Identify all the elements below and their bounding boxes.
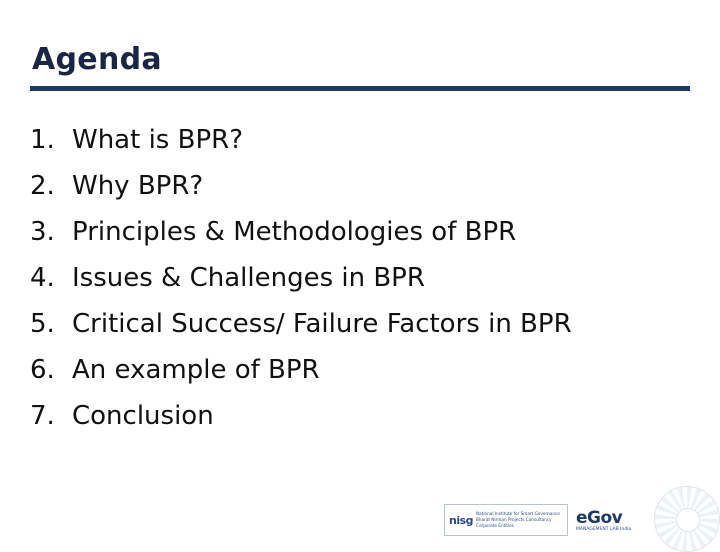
list-item <box>30 125 690 171</box>
list-item <box>30 355 690 401</box>
list-item-label: Principles & Methodologies of BPR <box>72 217 517 247</box>
page-title: Agenda <box>32 42 162 77</box>
list-item-number: 7. <box>30 401 55 431</box>
list-item-label: An example of BPR <box>72 355 320 385</box>
list-item-number: 3. <box>30 217 55 247</box>
list-item-label: Issues & Challenges in BPR <box>72 263 425 293</box>
list-item-label: Why BPR? <box>72 171 204 201</box>
agenda-list <box>30 125 690 447</box>
nisg-logo-caption: National Institute for Smart Governance Bharat Nirman Projects Consultancy Corporate Entities <box>476 511 560 528</box>
nisg-logo-mark: nisg <box>449 513 474 527</box>
list-item-number: 4. <box>30 263 55 293</box>
list-item <box>30 171 690 217</box>
title-divider <box>30 86 690 91</box>
list-item-label: Conclusion <box>72 401 214 431</box>
list-item-number: 6. <box>30 355 55 385</box>
list-item <box>30 401 690 447</box>
list-item-number: 2. <box>30 171 55 201</box>
slide-footer <box>0 496 720 540</box>
ashoka-wheel-icon <box>654 486 720 552</box>
list-item <box>30 217 690 263</box>
list-item-number: 1. <box>30 125 55 155</box>
nisg-logo <box>444 504 568 536</box>
list-item <box>30 263 690 309</box>
list-item-label: What is BPR? <box>72 125 243 155</box>
list-item-number: 5. <box>30 309 55 339</box>
egov-logo-caption: MANAGEMENT LAB India <box>576 526 632 532</box>
list-item-label: Critical Success/ Failure Factors in BPR <box>72 309 572 339</box>
egov-logo-mark: eGov <box>576 507 623 528</box>
egov-logo <box>576 506 662 536</box>
list-item <box>30 309 690 355</box>
